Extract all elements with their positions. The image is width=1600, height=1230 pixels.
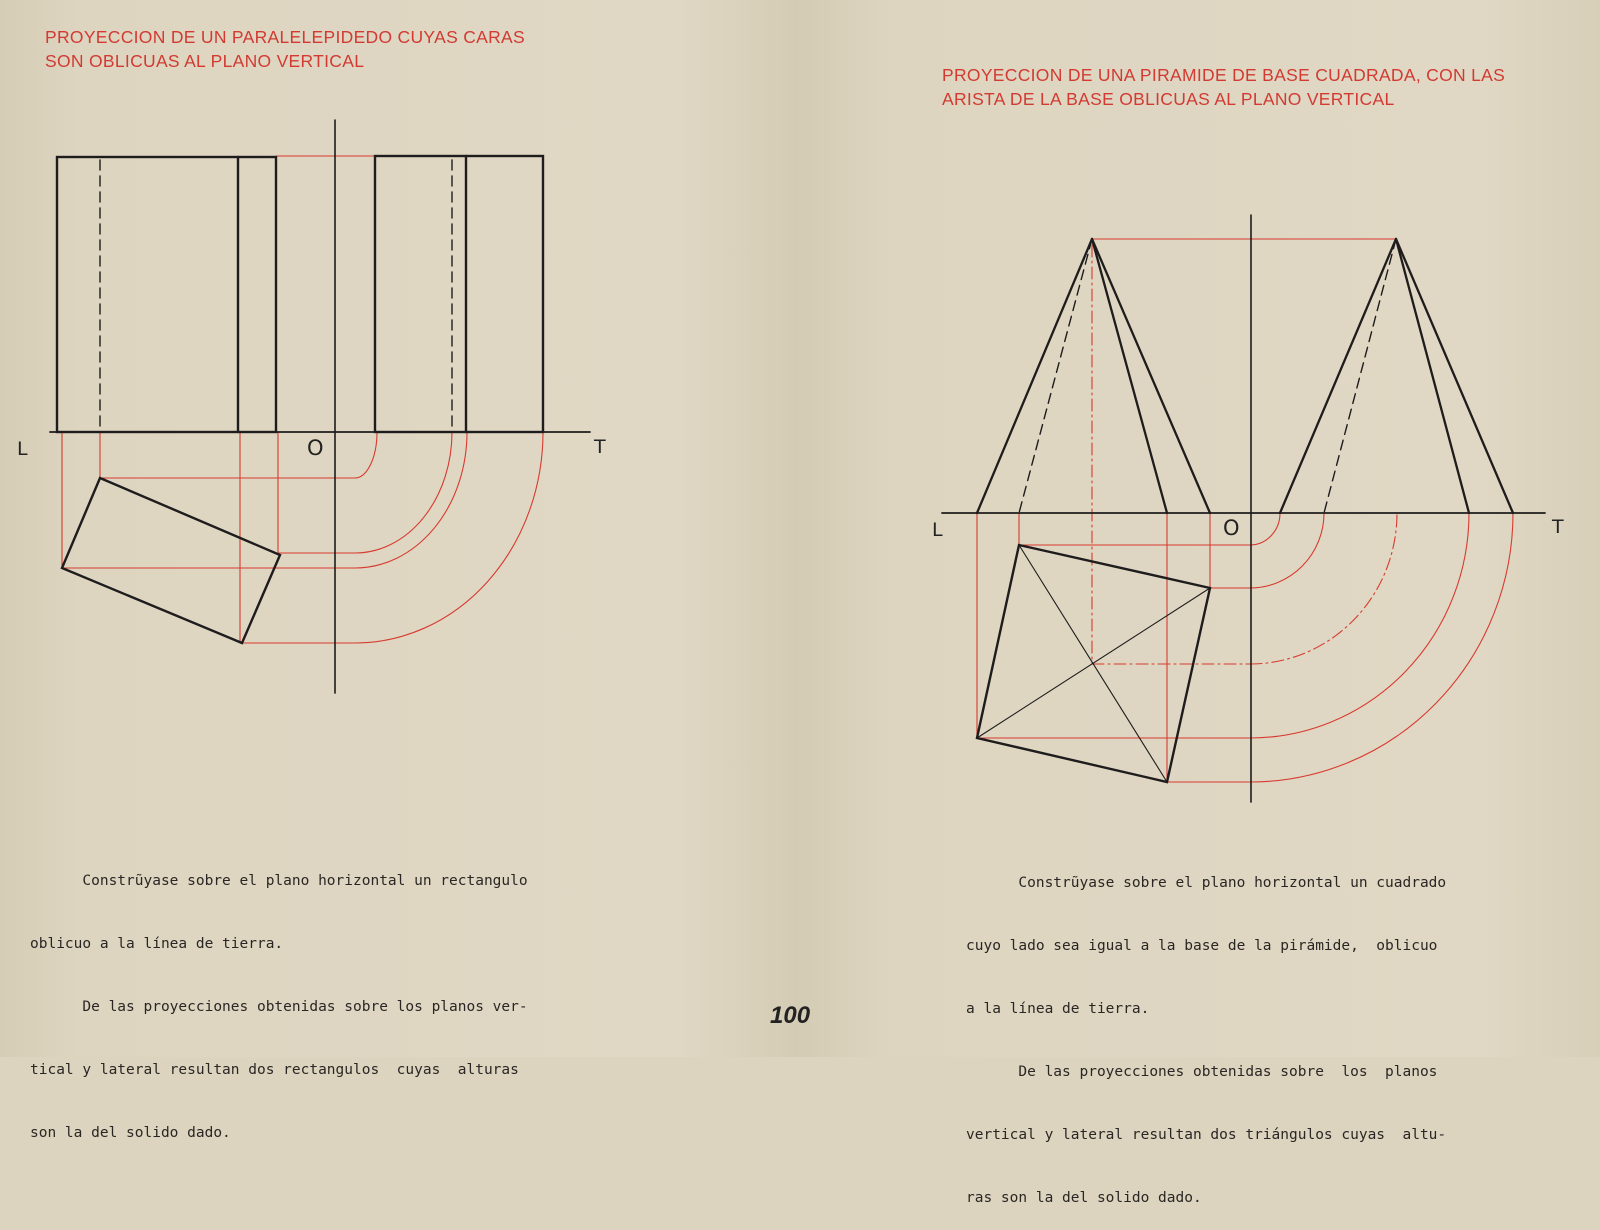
parallelepiped-construction-lines [62, 156, 543, 643]
parallelepiped-axes [50, 120, 590, 693]
left-title-line-2: SON OBLICUAS AL PLANO VERTICAL [45, 51, 365, 71]
lateral-projection-triangle [1280, 239, 1513, 513]
pyramid-axes [942, 215, 1545, 802]
horizontal-projection-oblique-rectangle [62, 478, 280, 643]
right-title-line-1: PROYECCION DE UNA PIRAMIDE DE BASE CUADRADA, CON LAS [942, 65, 1506, 85]
right-body-line: De las proyecciones obtenidas sobre los planos [966, 1064, 1438, 1080]
right-body-text [966, 831, 1446, 1230]
right-page-title [942, 63, 1505, 111]
left-label-t: T [594, 436, 606, 458]
left-page-title [45, 25, 525, 73]
pyramid-axis-dashdot [1092, 245, 1397, 664]
left-body-line: Constrũyase sobre el plano horizontal un rectangulo [30, 873, 528, 889]
right-body-line: a la línea de tierra. [966, 1001, 1150, 1017]
right-body-line: Constrũyase sobre el plano horizontal un cuadrado [966, 875, 1447, 891]
left-body-line: son la del solido dado. [30, 1125, 231, 1141]
right-title-line-2: ARISTA DE LA BASE OBLICUAS AL PLANO VERTICAL [942, 89, 1395, 109]
left-label-l: L [17, 438, 28, 460]
left-body-text [30, 829, 528, 1165]
left-body-line: De las proyecciones obtenidas sobre los planos ver- [30, 999, 528, 1015]
right-body-line: ras son la del solido dado. [966, 1190, 1202, 1206]
right-body-line: cuyo lado sea igual a la base de la pirámide, oblicuo [966, 938, 1438, 954]
pyramid-diagram [942, 215, 1545, 802]
parallelepiped-diagram [50, 120, 590, 693]
page-number: 100 [770, 1002, 811, 1029]
right-body-line: vertical y lateral resultan dos triángulos cuyas altu- [966, 1127, 1447, 1143]
left-label-o: O [307, 436, 324, 460]
lateral-projection-rectangle [375, 156, 543, 432]
left-title-line-1: PROYECCION DE UN PARALELEPIDEDO CUYAS CARAS [45, 27, 525, 47]
left-body-line: tical y lateral resultan dos rectangulos cuyas alturas [30, 1062, 519, 1078]
right-label-o: O [1223, 516, 1240, 540]
vertical-projection-rectangle [57, 157, 276, 432]
left-body-line: oblicuo a la línea de tierra. [30, 936, 284, 952]
vertical-projection-triangle [977, 239, 1210, 513]
right-label-t: T [1552, 516, 1564, 538]
right-label-l: L [932, 519, 943, 541]
